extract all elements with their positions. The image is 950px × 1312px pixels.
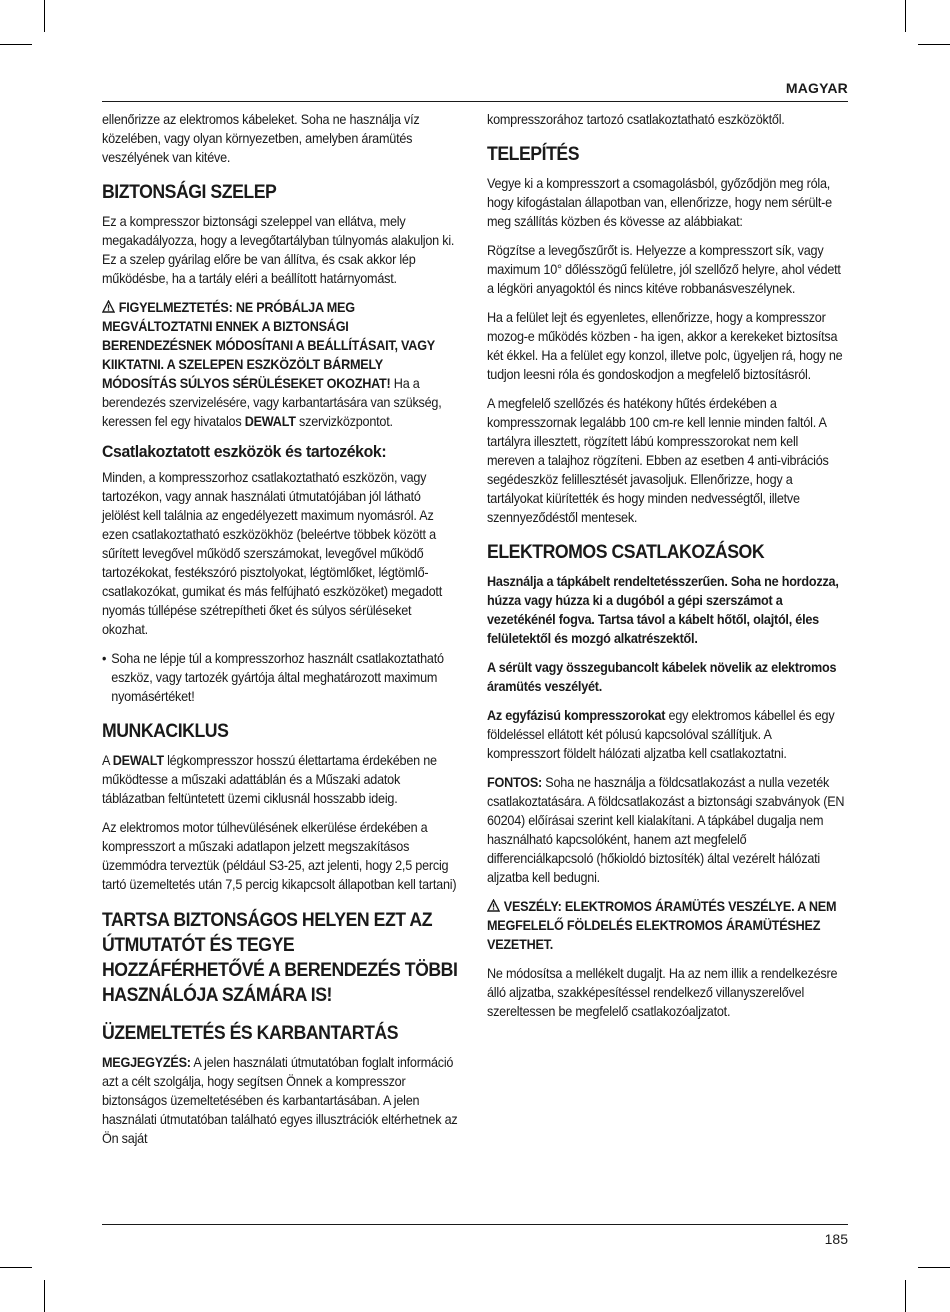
list-item bbox=[102, 649, 460, 706]
accessories-paragraph: Minden, a kompresszorhoz csatlakoztatható eszközön, vagy tartozékon, vagy annak használati útmutatójában jól látható jelölést kell találnia az engedélyezett maximum nyomásról. Az ezen csatlakoztatható eszközökhöz (beleértve többek között a sűrített levegővel működő szerszámokat, levegővel működő tartozékokat, festékszóró pisztolyokat, légtömlőket, légtömlő-csatlakozókat, gumikat és más felfújható eszközöket) megadott nyomás túllépése szétrepítheti őket és súlyos sérüléseket okozhat. bbox=[102, 470, 442, 637]
list-item-text: Soha ne lépje túl a kompresszorhoz használt csatlakoztatható eszköz, vagy tartozék gyártója által meghatározott maximum nyomásértéket! bbox=[111, 651, 444, 704]
warning-text: FIGYELMEZTETÉS: NE PRÓBÁLJA MEG MEGVÁLTOZTATNI ENNEK A BIZTONSÁGI BERENDEZÉSNEK MÓDOSÍTANI A BEÁLLÍTÁSAIT, VAGY KIIKTATNI. A SZELEPEN ESZKÖZÖLT BÁRMELY MÓDOSÍTÁS SÚLYOS SÉRÜLÉSEKET OKOZHAT! bbox=[102, 300, 435, 391]
electrical-paragraph-1 bbox=[487, 572, 845, 648]
section-heading-operation: ÜZEMELTETÉS ÉS KARBANTARTÁS bbox=[102, 1023, 399, 1044]
important-label: FONTOS: bbox=[487, 775, 543, 790]
safety-valve-paragraph: Ez a kompresszor biztonsági szeleppel van ellátva, mely megakadályozza, hogy a levegőtartályban túlnyomás alakuljon ki. Ez a szelep gyárilag előre be van állítva, és csak akkor lép működésbe, ha a tartály eléri a beállított határnyomást. bbox=[102, 214, 455, 286]
note-paragraph bbox=[102, 1053, 460, 1148]
install-paragraph-4: A megfelelő szellőzés és hatékony hűtés érdekében a kompresszornak legalább 100 cm-re kell lennie minden faltól. A tartályra illesztett, rögzített lábú kompresszorokat nem kell mereven a talajhoz rögzíteni. Ebben az esetben 4 anti-vibrációs segédeszköz felillesztését javasoljuk. Ellenőrizze, hogy a tartályokat kiürítették és hogy minden nedvességtől, illetve szennyeződéstől mentesek. bbox=[487, 396, 829, 525]
single-phase-text: egy elektromos kábellel és egy földeléssel ellátott két pólusú kapcsolóval szállítjuk. A kompresszort földelt hálózati aljzatba kell csatlakoztatni. bbox=[487, 708, 835, 761]
important-text: Soha ne használja a földcsatlakozást a nulla vezeték csatlakoztatására. A földcsatlakozást a biztonsági szabványok (EN 60204) előírásai szerint kell kialakítani. A tápkábel dugalja nem használható kapcsolóként, hanem azt megfelelő differenciálkapcsoló (hőkioldó biztosíték) által vezérelt hálózati aljzatba kell bedugni. bbox=[487, 775, 845, 885]
install-paragraph-3: Ha a felület lejt és egyenletes, ellenőrizze, hogy a kompresszor mozog-e működés közben - ha igen, akkor a kerekeket biztosítsa két ékkel. Ha a felület egy konzol, illetve polc, ügyeljen rá, hogy ne tudjon leesni róla és gondoskodjon a megfelelő biztosításról. bbox=[487, 310, 843, 382]
note-label: MEGJEGYZÉS: bbox=[102, 1055, 191, 1070]
duty-text: A bbox=[102, 753, 113, 768]
single-phase-bold: Az egyfázisú kompresszorokat bbox=[487, 708, 666, 723]
warning-icon bbox=[487, 899, 500, 912]
section-heading-accessories: Csatlakoztatott eszközök és tartozékok: bbox=[102, 442, 387, 461]
section-heading-duty-cycle: MUNKACIKLUS bbox=[102, 721, 229, 742]
duty-cycle-paragraph-2: Az elektromos motor túlhevülésének elkerülése érdekében a kompresszort a műszaki adatlapon jelzett megszakításos üzemmódra terveztük (például S3-25, azt jelenti, hogy 2,5 percig tartó üzemeltetés után 7,5 percig kikapcsolt állapotban kell tartani) bbox=[102, 820, 457, 892]
left-column bbox=[102, 110, 460, 1158]
important-paragraph bbox=[487, 773, 845, 887]
section-heading-keep-manual: TARTSA BIZTONSÁGOS HELYEN EZT AZ ÚTMUTATÓT ÉS TEGYE HOZZÁFÉRHETŐVÉ A BERENDEZÉS TÖBBI HASZNÁLÓJA SZÁMÁRA IS! bbox=[102, 910, 458, 1006]
crop-mark bbox=[918, 44, 950, 45]
note-text: A jelen használati útmutatóban foglalt információ azt a célt szolgálja, hogy segítsen Önnek a kompresszor biztonságos üzemeltetésében és karbantartásában. A jelen használati útmutatóban található egyes illusztrációk eltérhetnek az Ön saját bbox=[102, 1055, 458, 1146]
footer-rule bbox=[102, 1224, 848, 1225]
crop-mark bbox=[44, 1280, 45, 1312]
danger-text: VESZÉLY: ELEKTROMOS ÁRAMÜTÉS VESZÉLYE. A NEM MEGFELELŐ FÖLDELÉS ELEKTROMOS ÁRAMÜTÉSHEZ VEZETHET. bbox=[487, 899, 837, 952]
bullet-icon: • bbox=[102, 651, 107, 666]
warning-icon bbox=[102, 300, 115, 313]
warning-rest: Ha a berendezés szervizelésére, vagy karbantartására van szükség, keressen fel egy hivatalos bbox=[102, 376, 442, 429]
crop-mark bbox=[44, 0, 45, 32]
brand-name: DEWALT bbox=[112, 753, 164, 768]
section-heading-safety-valve: BIZTONSÁGI SZELEP bbox=[102, 182, 277, 203]
brand-name: DEWALT bbox=[244, 414, 296, 429]
intro-paragraph: ellenőrizze az elektromos kábeleket. Soha ne használja víz közelében, vagy olyan környezetben, amelyben áramütés veszélyének van kitéve. bbox=[102, 112, 420, 165]
page-number: 185 bbox=[824, 1231, 848, 1247]
warning-rest: szervizközpontot. bbox=[295, 414, 393, 429]
install-paragraph-1: Vegye ki a kompresszort a csomagolásból, győződjön meg róla, hogy kifogástalan állapotban van, ellenőrizze, hogy nem sérült-e meg szállítás közben és kövesse az alábbiakat: bbox=[487, 176, 832, 229]
electrical-paragraph-2 bbox=[487, 658, 845, 696]
electrical-bold-text: Használja a tápkábelt rendeltetésszerűen. Soha ne hordozza, húzza vagy húzza ki a dugóból a gépi szerszámot a vezetékénél fogva. Tartsa távol a kábelt hőtől, olajtól, éles felületektől és mozgó alkatrészektől. bbox=[487, 574, 839, 646]
install-paragraph-2: Rögzítse a levegőszűrőt is. Helyezze a kompresszort sík, vagy maximum 10° dőlésszögű felületre, jól szellőző helyre, ahol védett a légköri anyagoktól és nincs kitéve robbanásveszélynek. bbox=[487, 243, 841, 296]
header-rule bbox=[102, 101, 848, 102]
warning-paragraph bbox=[102, 298, 460, 431]
crop-mark bbox=[905, 1280, 906, 1312]
crop-mark bbox=[905, 0, 906, 32]
electrical-bold-text: A sérült vagy összegubancolt kábelek növelik az elektromos áramütés veszélyét. bbox=[487, 660, 837, 694]
crop-mark bbox=[0, 44, 32, 45]
crop-mark bbox=[0, 1267, 32, 1268]
section-heading-electrical: ELEKTROMOS CSATLAKOZÁSOK bbox=[487, 542, 765, 563]
danger-paragraph bbox=[487, 897, 845, 954]
continued-paragraph: kompresszorához tartozó csatlakoztatható eszközöktől. bbox=[487, 112, 785, 127]
single-phase-paragraph bbox=[487, 706, 845, 763]
crop-mark bbox=[918, 1267, 950, 1268]
duty-text: légkompresszor hosszú élettartama érdekében ne működtesse a műszaki adattáblán és a Műszaki adatok táblázatban feltüntetett üzemi ciklusnál hosszabb ideig. bbox=[102, 753, 437, 806]
duty-cycle-paragraph bbox=[102, 751, 460, 808]
language-header: MAGYAR bbox=[785, 80, 848, 96]
section-heading-installation: TELEPÍTÉS bbox=[487, 144, 580, 165]
right-column bbox=[487, 110, 845, 1031]
final-paragraph: Ne módosítsa a mellékelt dugaljt. Ha az nem illik a rendelkezésre álló aljzatba, szakképesítéssel rendelkező villanyszerelővel szereltessen be megfelelő csatlakozóaljzatot. bbox=[487, 966, 838, 1019]
